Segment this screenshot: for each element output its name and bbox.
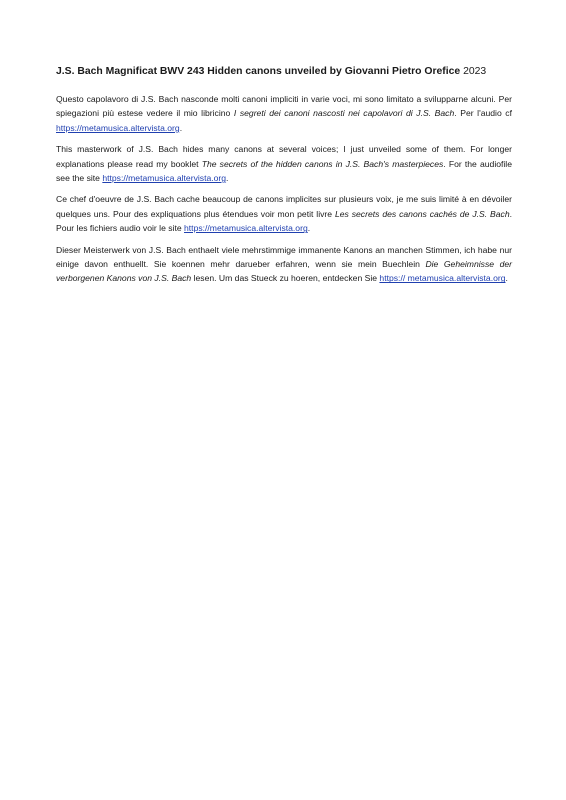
book-title: Les secrets des canons cachés de J.S. Bach xyxy=(334,208,510,219)
paragraph-text: Ce chef d'oeuvre de J.S. Bach cache beaucoup de canons implicites sur plusieurs voix, je me suis limité à en dévoiler quelques uns. Pour des expliquations plus étendues voir mon petit livre xyxy=(56,194,512,219)
paragraph-text: Dieser Meisterwerk von J.S. Bach enthaelt viele mehrstimmige immanente Kanons an manchen Stimmen, ich habe nur einige davon enthuellt. Sie koennen mehr darueber erfahren, wenn sie mein Buechlein xyxy=(56,244,512,270)
book-title: I segreti dei canoni nascosti nei capolavori di J.S. Bach xyxy=(233,108,455,119)
paragraph-italian xyxy=(56,92,512,135)
paragraph-text: Questo capolavoro di J.S. Bach nasconde molti canoni impliciti in varie voci, mi sono limitato a svilupparne alcuni. Per spiegazioni più estese vedere il mio libricino xyxy=(56,94,512,119)
book-title: The secrets of the hidden canons in J.S. Bach's masterpieces xyxy=(201,158,444,169)
paragraph-text: . For the audiofile see the site xyxy=(56,158,512,184)
document-title xyxy=(56,66,512,77)
document-page xyxy=(56,66,512,293)
website-link[interactable]: https://metamusica.altervista.org xyxy=(184,223,308,234)
website-link[interactable]: https://metamusica.altervista.org xyxy=(102,173,227,184)
title-year: 2023 xyxy=(463,66,487,77)
paragraph-text: . xyxy=(226,173,229,184)
website-link[interactable]: https:// metamusica.altervista.org xyxy=(379,273,506,284)
paragraph-text: lesen. Um das Stueck zu hoeren, entdecken Sie xyxy=(191,273,380,284)
paragraph-text: . xyxy=(505,273,508,284)
paragraph-english xyxy=(56,142,512,185)
paragraph-text: This masterwork of J.S. Bach hides many canons at several voices; I just unveiled some of them. For longer explanations please read my booklet xyxy=(56,144,512,169)
paragraph-text: . xyxy=(179,122,183,133)
title-text: J.S. Bach Magnificat BWV 243 Hidden canons unveiled by Giovanni Pietro Orefice xyxy=(56,66,461,77)
paragraph-text: . Per l'audio cf xyxy=(454,108,512,119)
paragraph-german xyxy=(56,243,512,286)
website-link[interactable]: https://metamusica.altervista.org xyxy=(56,122,180,133)
paragraph-text: . Pour les fichiers audio voir le site xyxy=(56,208,513,234)
paragraph-text: . xyxy=(307,223,311,234)
book-title: Die Geheimnisse der verborgenen Kanons von J.S. Bach xyxy=(56,259,512,284)
paragraph-french xyxy=(56,192,512,235)
